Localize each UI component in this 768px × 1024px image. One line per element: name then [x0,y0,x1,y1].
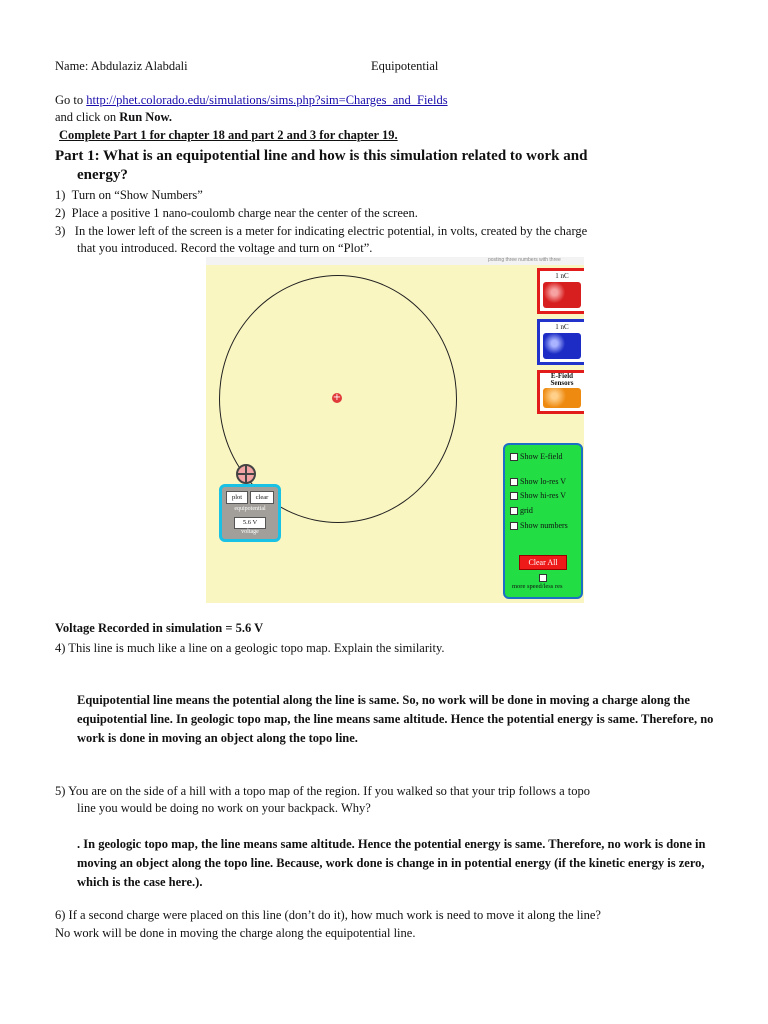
positive-charge-icon[interactable]: + [332,392,342,403]
answer-6: No work will be done in moving the charge along the equipotential line. [55,926,416,940]
answer-4: Equipotential line means the potential along the line is same. So, no work will be done in moving a charge along the equipotential line. In geologic topo map, the line means same altitude. Hence the potential energy is same. Therefore, no work is done in moving an object along the topo line. [77,693,714,745]
step-number: 3) [55,224,66,238]
bucket-label: 1 nC [555,272,569,280]
click-label: and click on [55,110,120,124]
completion-instructions: Complete Part 1 for chapter 18 and part 2 and 3 for chapter 19. [59,128,398,142]
step-text: Turn on “Show Numbers” [71,188,203,202]
document-title: Equipotential [371,59,439,73]
part1-heading-line1: Part 1: What is an equipotential line and how is this simulation related to work and [55,148,588,164]
goto-label: Go to [55,93,84,107]
run-now-text: Run Now. [119,110,173,124]
checkbox-icon[interactable] [510,522,518,530]
option-label: Show lo-res V [520,477,567,486]
voltage-recorded: Voltage Recorded in simulation = 5.6 V [55,621,264,635]
option-label: Show hi-res V [520,491,567,500]
part1-heading-line2: energy? [77,167,128,183]
checkbox-icon[interactable] [510,492,518,500]
step-text: In the lower left of the screen is a meter for indicating electric potential, in volts, created by the charge [74,224,588,238]
negative-charge-bucket[interactable] [537,319,584,365]
clear-button[interactable]: clear [250,491,274,504]
student-name: Name: Abdulaziz Alabdali [55,59,188,73]
answer-5: . In geologic topo map, the line means same altitude. Hence the potential energy is same. Therefore, no work is done in moving an object along the topo line. Because, work done is change in in potential energy (if the kinetic energy is zero, which is the case here.). [77,837,706,889]
browser-top-bar-text: posting three numbers with three [488,257,561,263]
checkbox-icon[interactable] [510,478,518,486]
question-5-line1: 5) You are on the side of a hill with a topo map of the region. If you walked so that your trip follows a topo [55,784,590,798]
negative-charges-icon [543,333,581,359]
checkbox-icon[interactable] [510,507,518,515]
speed-label: more speed/less res [512,583,563,590]
voltage-probe-crosshair-icon[interactable] [236,464,256,484]
option-grid[interactable] [510,506,533,515]
run-now-line [55,110,172,125]
step-text: Place a positive 1 nano-coulomb charge near the center of the screen. [71,206,418,220]
question-6: 6) If a second charge were placed on this line (don’t do it), how much work is need to move it along the line? [55,908,601,922]
plot-button[interactable]: plot [226,491,248,504]
option-label: grid [520,506,533,515]
voltage-label: voltage [241,529,259,535]
clear-all-button[interactable]: Clear All [519,555,567,570]
positive-charge-bucket[interactable] [537,268,584,314]
option-label: Show numbers [520,521,568,530]
option-show-lores-v[interactable] [510,477,566,486]
goto-line [55,93,448,108]
voltage-meter[interactable] [219,484,281,542]
positive-charges-icon [543,282,581,308]
bucket-label-line1: E-Field [550,372,574,380]
step-3 [55,224,587,239]
step-1 [55,188,203,203]
simulation-link[interactable]: http://phet.colorado.edu/simulations/sims.php?sim=Charges_and_Fields [86,93,448,107]
option-show-efield[interactable] [510,452,562,461]
step-number: 2) [55,206,66,220]
step-3-continued: that you introduced. Record the voltage and turn on “Plot”. [77,241,373,255]
part1-heading [55,147,587,185]
option-show-numbers[interactable] [510,521,568,530]
simulation-screenshot [206,257,584,603]
bucket-label-line2: Sensors [550,379,574,387]
efield-sensors-bucket[interactable] [537,370,584,414]
speed-checkbox-icon[interactable] [539,574,547,582]
equipotential-label: equipotential [234,506,266,512]
step-2 [55,206,418,221]
checkbox-icon[interactable] [510,453,518,461]
question-4: 4) This line is much like a line on a geologic topo map. Explain the similarity. [55,641,445,655]
step-number: 1) [55,188,66,202]
option-show-hires-v[interactable] [510,491,566,500]
bucket-label: 1 nC [555,323,569,331]
option-label: Show E-field [520,452,563,461]
voltage-readout: 5.6 V [234,517,266,529]
sensors-icon [543,388,581,408]
control-panel [503,443,583,599]
question-5-line2: line you would be doing no work on your backpack. Why? [77,801,371,815]
